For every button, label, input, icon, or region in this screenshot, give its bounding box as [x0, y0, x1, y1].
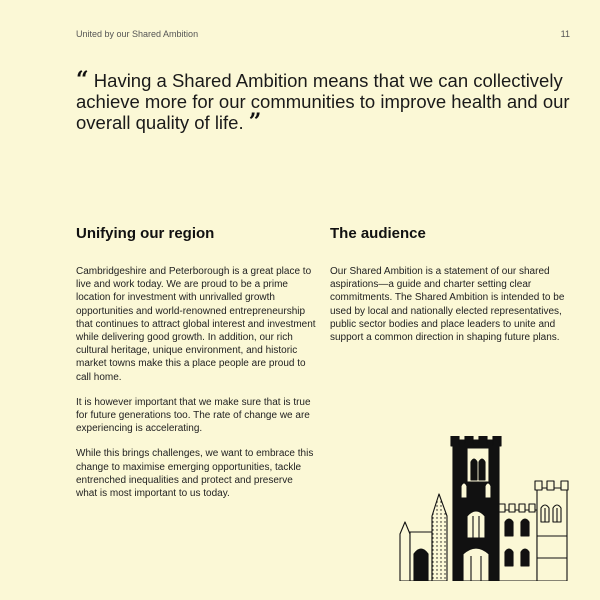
paragraph: While this brings challenges, we want to embrace this change to maximise emerging opportunities, tackle entrenched inequalities and protect and preserve what is most important to us today. — [76, 448, 314, 500]
paragraph: It is however important that we make sure that is true for future generations too. The rate of change we are experiencing is accelerating. — [76, 396, 311, 435]
page-number: 11 — [560, 29, 570, 39]
section-heading: Unifying our region — [76, 225, 215, 242]
cathedral-illustration-icon — [395, 436, 575, 581]
audience-section — [330, 225, 570, 356]
section-heading: The audience — [330, 225, 426, 242]
open-quote-mark: “ — [76, 67, 89, 93]
paragraph: Cambridgeshire and Peterborough is a great place to live and work today. We are proud to be a prime location for investment with unrivalled growth opportunities and world-renowned entrepreneurship that continues to attract global interest and investment while delivering good growth. In addition, our rich cultural heritage, unique environment, and historic market towns make this a place people are proud to call home. — [76, 266, 316, 383]
running-header: United by our Shared Ambition — [76, 29, 199, 39]
paragraph: Our Shared Ambition is a statement of our shared aspirations—a guide and charter setting clear commitments. The Shared Ambition is intended to be used by local and nationally elected representatives, public sector bodies and place leaders to unite and support a common direction in shaping future plans. — [330, 266, 565, 344]
pull-quote — [76, 67, 576, 135]
pull-quote-text: Having a Shared Ambition means that we can collectively achieve more for our communities to improve health and our overall quality of life. — [76, 70, 570, 133]
unifying-region-section — [76, 225, 316, 512]
close-quote-mark: ” — [248, 109, 262, 135]
